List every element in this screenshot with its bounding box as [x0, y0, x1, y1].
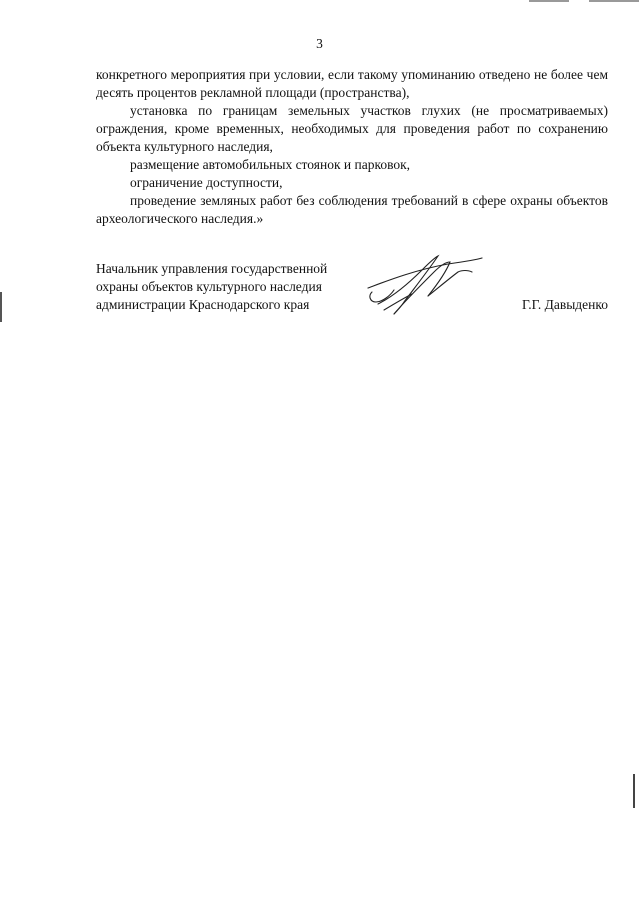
signer-position	[96, 260, 366, 314]
signer-position-line-2: охраны объектов культурного наследия	[96, 279, 322, 294]
signature-block	[96, 260, 608, 320]
paragraph-3: размещение автомобильных стоянок и парковок,	[130, 157, 411, 172]
scan-artifact-left	[0, 292, 2, 322]
handwritten-signature	[364, 252, 484, 320]
paragraph-2: установка по границам земельных участков глухих (не просматриваемых) ограждения, кроме временных, необходимых для проведения работ по сохранению объекта культурного наследия,	[96, 103, 608, 154]
paragraph-4: ограничение доступности,	[130, 175, 283, 190]
paragraph-1: конкретного мероприятия при условии, если такому упоминанию отведено не более чем десять процентов рекламной площади (пространства),	[96, 67, 608, 100]
page-number: 3	[316, 36, 323, 51]
paragraph-5: проведение земляных работ без соблюдения требований в сфере охраны объектов археологического наследия.»	[96, 193, 608, 226]
signer-position-line-1: Начальник управления государственной	[96, 261, 328, 276]
scan-artifact-right	[633, 774, 635, 808]
body-text	[96, 66, 608, 228]
signer-name: Г.Г. Давыденко	[521, 297, 608, 312]
scan-artifact-top	[529, 0, 639, 3]
signer-position-line-3: администрации Краснодарского края	[96, 297, 310, 312]
